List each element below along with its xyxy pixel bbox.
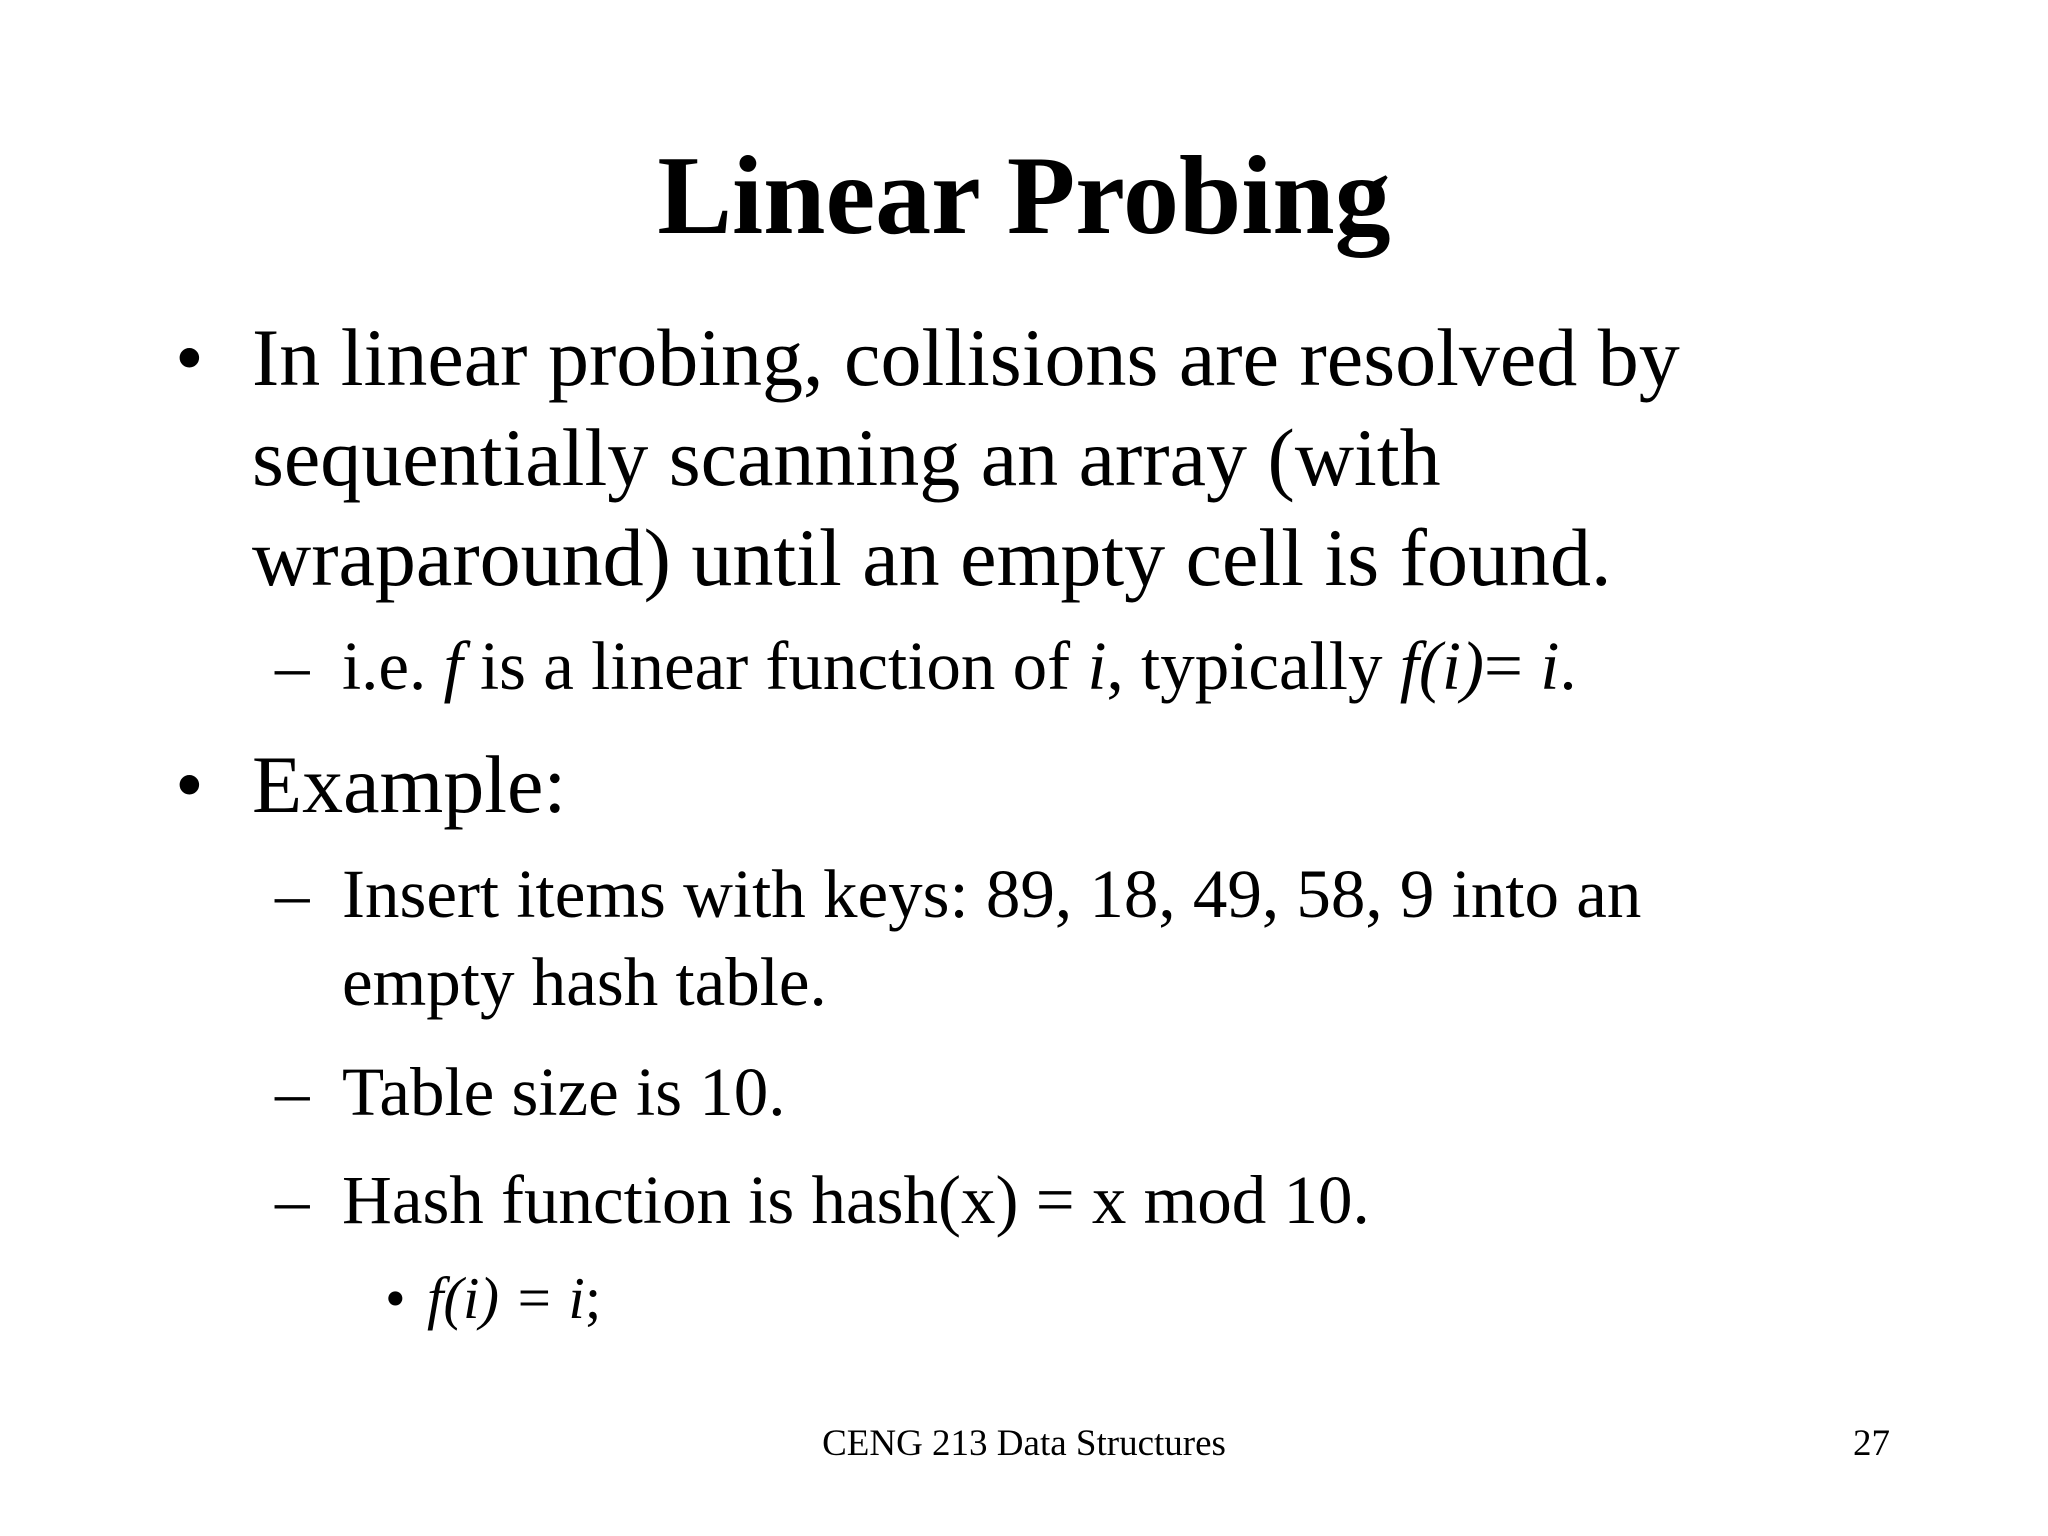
bullet-marker: • — [175, 312, 204, 403]
bullet-marker: • — [175, 739, 204, 830]
italic-f-of-i: f(i) — [1399, 628, 1485, 704]
slide-title: Linear Probing — [657, 134, 1391, 258]
bullet-line: Example: — [252, 739, 567, 830]
text-part: is a linear function of — [462, 628, 1088, 704]
italic-f: f — [443, 628, 463, 704]
italic-i: i — [568, 1265, 585, 1331]
sub-bullet-table-size — [275, 1048, 786, 1136]
dash-marker: – — [275, 628, 310, 704]
text-part: i.e. — [342, 628, 444, 704]
bullet-line: wraparound) until an empty cell is found. — [252, 512, 1612, 603]
sub-line: Hash function is hash(x) = x mod 10. — [342, 1162, 1370, 1238]
sub-sub-bullet-f-of-i — [385, 1262, 602, 1334]
bullet-example — [175, 735, 567, 835]
bullet-line: sequentially scanning an array (with — [252, 412, 1441, 503]
dash-marker: – — [275, 1162, 310, 1238]
footer-course-title: CENG 213 Data Structures — [822, 1423, 1226, 1464]
text-part: = — [1484, 628, 1541, 704]
sub-bullet-hash-function — [275, 1156, 1370, 1244]
italic-i: i — [1540, 628, 1560, 704]
sub-line: Insert items with keys: 89, 18, 49, 58, 9 into an — [342, 856, 1642, 932]
italic-i: i — [1087, 628, 1107, 704]
semicolon: ; — [584, 1265, 602, 1331]
text-part: , typically — [1106, 628, 1400, 704]
footer-page-number: 27 — [1853, 1423, 1890, 1464]
bullet-linear-probing-definition — [175, 308, 1680, 608]
sub-line: empty hash table. — [342, 944, 827, 1020]
dash-marker: – — [275, 856, 310, 932]
text-part: . — [1559, 628, 1577, 704]
sub-bullet-insert-keys — [275, 850, 1642, 1026]
italic-f-of-i: f(i) — [427, 1265, 500, 1331]
equals-sign: = — [499, 1265, 569, 1331]
bullet-line: In linear probing, collisions are resolved by — [252, 312, 1680, 403]
dash-marker: – — [275, 1054, 310, 1130]
sub-bullet-linear-function — [275, 622, 1577, 710]
bullet-marker: • — [385, 1265, 406, 1331]
sub-line: Table size is 10. — [342, 1054, 786, 1130]
